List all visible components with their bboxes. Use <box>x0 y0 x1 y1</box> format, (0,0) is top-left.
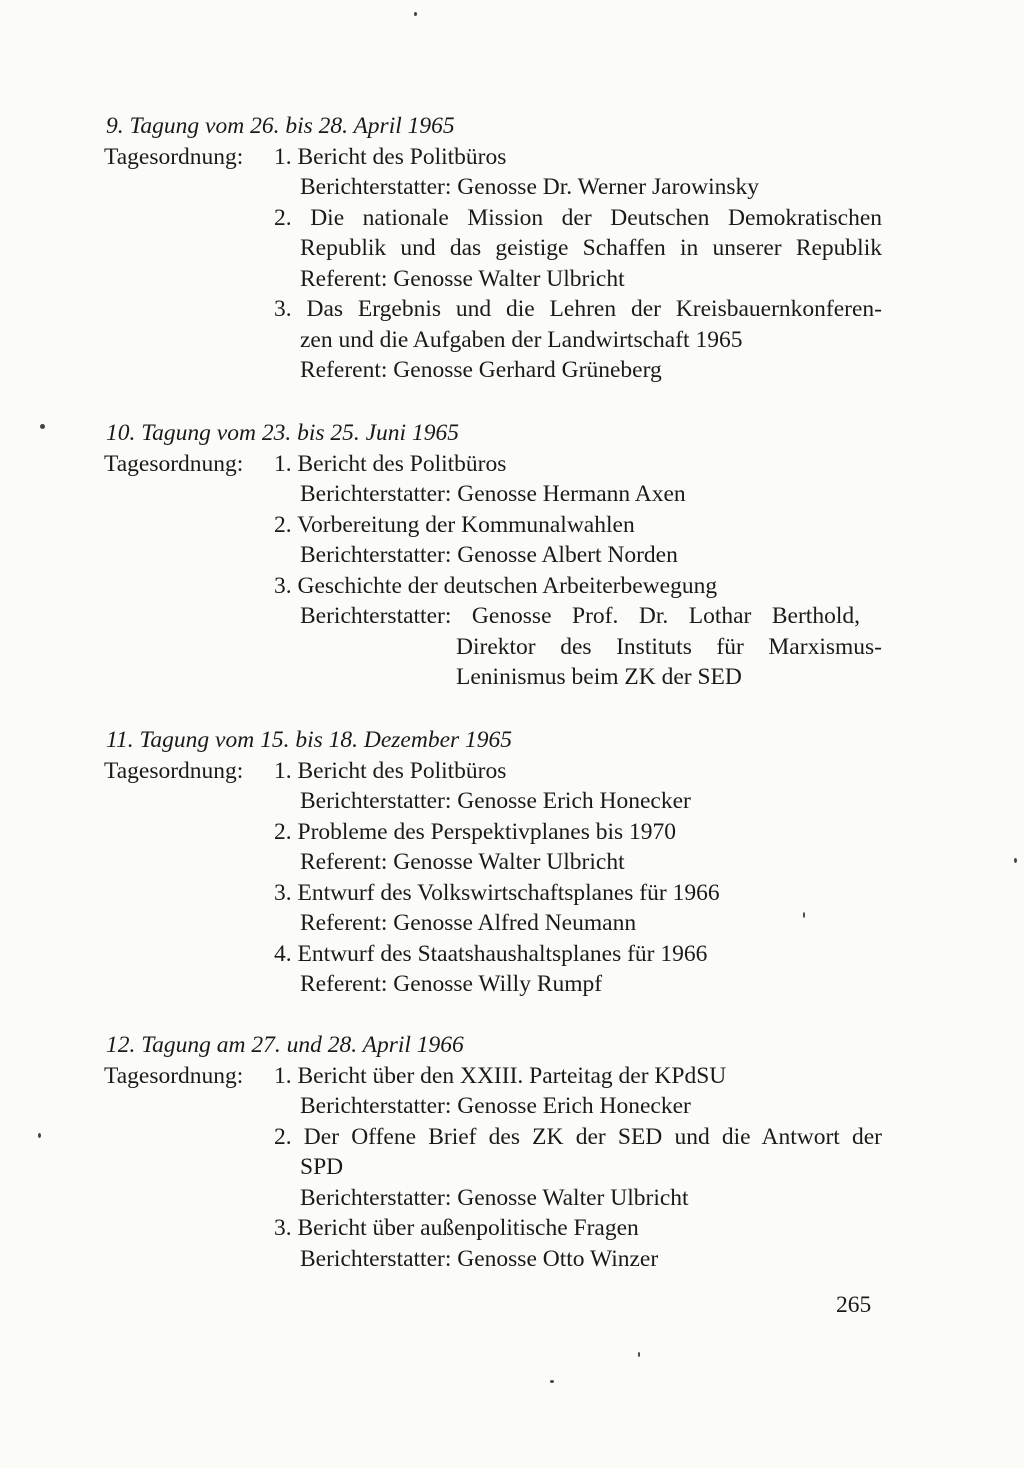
agenda-speaker: Referent: Genosse Alfred Neumann <box>300 910 637 936</box>
session-title: 11. Tagung vom 15. bis 18. Dezember 1965 <box>106 727 513 753</box>
agenda-item-continued: SPD <box>300 1154 344 1180</box>
agenda-item: 1. Bericht des Politbüros <box>274 144 507 170</box>
agenda-speaker: Referent: Genosse Walter Ulbricht <box>300 849 625 875</box>
agenda-item: 1. Bericht des Politbüros <box>274 451 507 477</box>
scan-speck <box>550 1380 554 1383</box>
scan-speck <box>638 1352 640 1357</box>
agenda-label: Tagesordnung: <box>104 451 244 477</box>
agenda-label: Tagesordnung: <box>104 758 244 784</box>
agenda-speaker: Berichterstatter: Genosse Prof. Dr. Lothar Berthold, <box>300 603 860 629</box>
agenda-speaker: Berichterstatter: Genosse Dr. Werner Jarowinsky <box>300 174 760 200</box>
agenda-speaker: Berichterstatter: Genosse Erich Honecker <box>300 788 691 814</box>
scan-speck <box>414 12 417 16</box>
agenda-label: Tagesordnung: <box>104 144 244 170</box>
agenda-speaker: Berichterstatter: Genosse Otto Winzer <box>300 1246 659 1272</box>
agenda-item: 4. Entwurf des Staatshaushaltsplanes für 1966 <box>274 941 708 967</box>
scan-speck <box>803 912 805 918</box>
agenda-item: 3. Geschichte der deutschen Arbeiterbewegung <box>274 573 718 599</box>
agenda-speaker: Referent: Genosse Walter Ulbricht <box>300 266 625 292</box>
scan-speck <box>40 424 45 429</box>
agenda-item-continued: zen und die Aufgaben der Landwirtschaft 1965 <box>300 327 743 353</box>
agenda-label: Tagesordnung: <box>104 1063 244 1089</box>
agenda-speaker: Berichterstatter: Genosse Erich Honecker <box>300 1093 691 1119</box>
agenda-item: 3. Das Ergebnis und die Lehren der Kreisbauernkonferen- <box>274 296 882 322</box>
speaker-affiliation: Direktor des Instituts für Marxismus- <box>456 634 882 660</box>
page-number: 265 <box>836 1292 872 1318</box>
session-title: 9. Tagung vom 26. bis 28. April 1965 <box>106 113 455 139</box>
session-title: 10. Tagung vom 23. bis 25. Juni 1965 <box>106 420 459 446</box>
scan-speck <box>38 1133 41 1138</box>
agenda-item: 1. Bericht über den XXIII. Parteitag der KPdSU <box>274 1063 727 1089</box>
agenda-speaker: Berichterstatter: Genosse Albert Norden <box>300 542 678 568</box>
agenda-item: 2. Vorbereitung der Kommunalwahlen <box>274 512 635 538</box>
agenda-item: 2. Probleme des Perspektivplanes bis 1970 <box>274 819 677 845</box>
scan-speck <box>1014 858 1017 863</box>
speaker-affiliation: Leninismus beim ZK der SED <box>456 664 742 690</box>
agenda-speaker: Referent: Genosse Gerhard Grüneberg <box>300 357 662 383</box>
agenda-speaker: Berichterstatter: Genosse Hermann Axen <box>300 481 686 507</box>
agenda-item: 1. Bericht des Politbüros <box>274 758 507 784</box>
agenda-item: 2. Die nationale Mission der Deutschen Demokratischen <box>274 205 882 231</box>
agenda-item: 3. Bericht über außenpolitische Fragen <box>274 1215 639 1241</box>
agenda-item-continued: Republik und das geistige Schaffen in unserer Republik <box>300 235 882 261</box>
session-title: 12. Tagung am 27. und 28. April 1966 <box>106 1032 464 1058</box>
agenda-item: 2. Der Offene Brief des ZK der SED und die Antwort der <box>274 1124 882 1150</box>
agenda-item: 3. Entwurf des Volkswirtschaftsplanes für 1966 <box>274 880 720 906</box>
agenda-speaker: Referent: Genosse Willy Rumpf <box>300 971 603 997</box>
agenda-speaker: Berichterstatter: Genosse Walter Ulbricht <box>300 1185 689 1211</box>
